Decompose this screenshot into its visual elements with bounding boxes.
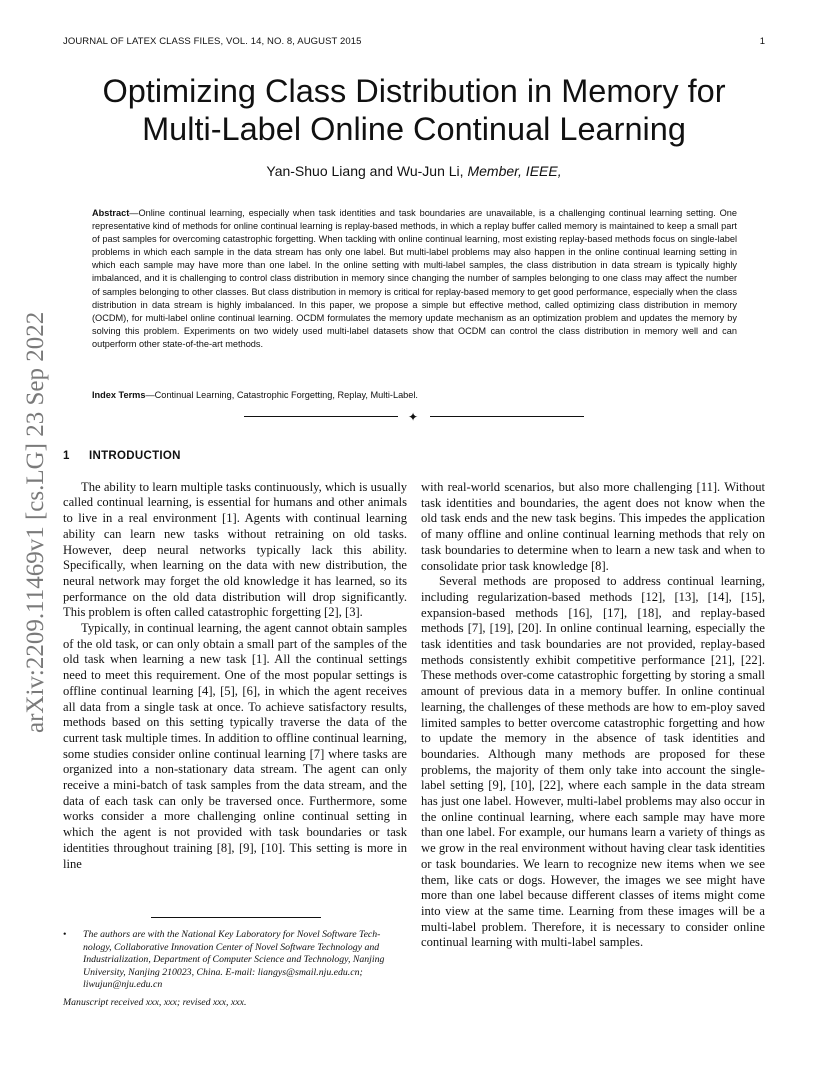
abstract xyxy=(92,207,737,351)
page-number: 1 xyxy=(759,36,765,47)
manuscript-note: Manuscript received xxx, xxx; revised xxx, xxx. xyxy=(63,997,247,1008)
authors xyxy=(60,163,768,179)
index-terms xyxy=(92,390,737,400)
footnote-text: The authors are with the National Key Laboratory for Novel Software Tech-nology, Collaborative Innovation Center of Novel Software Technology and Industrialization, Department of Computer Science and Technology, Nanjing University, Nanjing 210023, China. E-mail: liangys@smail.nju.edu.cn; liwujun@nju.edu.cn xyxy=(83,929,385,990)
arxiv-stamp xyxy=(22,283,50,761)
abstract-label: Abstract xyxy=(92,208,130,218)
footnote xyxy=(63,929,407,992)
section-heading xyxy=(63,449,407,465)
title-line-2: Multi-Label Online Continual Learning xyxy=(142,111,686,147)
title-line-1: Optimizing Class Distribution in Memory for xyxy=(102,73,726,109)
footnote-bullet-icon: • xyxy=(63,929,67,940)
paper-title xyxy=(60,72,768,148)
divider-line-right xyxy=(430,416,584,417)
paragraph: The ability to learn multiple tasks continuously, which is usually called continual learning, is essential for humans and other animals to live in a real environment [1]. Agents with continual learning ability can learn new tasks without retraining on old tasks. However, deep neural networks typically lack this ability. Specifically, when learning on the data with new distribution, the neural network may forget the old knowledge it has learned, so its performance on the old data distribution will drop significantly. This problem is often called catastrophic forgetting [2], [3]. xyxy=(63,479,407,620)
index-terms-label: Index Terms xyxy=(92,390,146,400)
author-affiliation: Member, IEEE, xyxy=(467,163,562,179)
paragraph: Several methods are proposed to address continual learning, including regularization-based methods [12], [13], [14], [15], expansion-based methods [16], [17], [18], and replay-based methods [7], [19], [20]. In online continual learning, especially the task identities and task boundaries are not provided, replay-based methods consistently exhibit competitive performance [21], [22]. These methods over-come catastrophic forgetting by storing a small amount of previous data in a memory buffer. In online continual learning, the challenges of these methods are how to em-ploy saved limited samples to better overcome catastrophic forgetting and how to update the memory in the absence of task identities and boundaries. Although many methods are proposed for these problems, the majority of them only take into account the single-label setting [9], [10], [22], where each sample in the data stream has just one label. However, multi-label problems may also occur in the online continual learning, where each sample may have more than one label. For example, our humans learn a variety of things as we grow in the real environment without having clear task identities or task boundaries. We learn to recognize new items when we see them, like cats or dogs. However, the images we see might have more than one label because different classes of items might come into view at the same time. Learning from these images will be a multi-label problem. Therefore, it is necessary to consider online continual learning with multi-label samples. xyxy=(421,574,765,950)
running-header xyxy=(63,36,765,50)
divider-diamond-icon: ✦ xyxy=(408,410,419,424)
paragraph: Typically, in continual learning, the agent cannot obtain samples of the old task, or can only obtain a small part of the samples of the old task when learning a new task [1]. All the continual settings need to meet this requirement. One of the most popular settings is offline continual learning [4], [5], [6], in which the agent receives all data from a single task at once. To achieve satisfactory results, methods based on this setting typically traverse the data of the current task multiple times. In addition to offline continual learning, some studies consider online continual learning [7] where tasks are organized into a non-stationary data stream. The agent can only receive a mini-batch of task samples from the data stream, and the data of each task can only be traversed once. Furthermore, some works consider a more challenging online continual setting in which the agent is not provided with task boundaries or task identities throughout training [8], [9], [10]. This setting is more in line xyxy=(63,621,407,871)
arxiv-id: arXiv:2209.11469v1 [cs.LG] 23 Sep 2022 xyxy=(22,311,49,733)
author-names: Yan-Shuo Liang and Wu-Jun Li, xyxy=(266,163,464,179)
paragraph: with real-world scenarios, but also more challenging [11]. Without task identities and boundaries, the agent does not know when the old task ends and the new task begins. This impedes the application of many offline and online continual learning methods that rely on task boundaries to determine when to learn a new task and when to consolidate prior task knowledge [8]. xyxy=(421,480,765,573)
section-divider xyxy=(244,410,584,424)
right-column xyxy=(421,480,765,951)
section-number: 1 xyxy=(63,450,70,462)
divider-line-left xyxy=(244,416,398,417)
journal-name: JOURNAL OF LATEX CLASS FILES, VOL. 14, NO. 8, AUGUST 2015 xyxy=(63,36,362,47)
abstract-text: —Online continual learning, especially when task identities and task boundaries are unavailable, is a challenging continual learning setting. One representative kind of methods for online continual learning is replay-based methods, in which a replay buffer called memory is maintained to keep a small part of past samples for overcoming catastrophic forgetting. When tackling with online continual learning, most existing replay-based methods focus on single-label problems in which each sample in the data stream has only one label. But multi-label problems may also happen in the online continual learning setting in which each sample may have more than one label. In the online setting with multi-label samples, the class distribution in data stream is typically highly imbalanced, and it is challenging to control class distribution in memory since changing the number of samples belonging to one class may affect the number of samples belonging to other classes. But class distribution in memory is critical for replay-based memory to get good performance, especially when the class distribution in data stream is highly imbalanced. In this paper, we propose a simple but effective method, called optimizing class distribution in memory (OCDM), for multi-label online continual learning. OCDM formulates the memory update mechanism as an optimization problem and updates the memory by solving this problem. Experiments on two widely used multi-label datasets show that OCDM can control the class distribution in memory well and can outperform other state-of-the-art methods. xyxy=(92,208,737,349)
footnote-rule xyxy=(151,917,321,918)
left-column xyxy=(63,449,407,872)
index-terms-text: —Continual Learning, Catastrophic Forgetting, Replay, Multi-Label. xyxy=(145,390,418,400)
section-title: INTRODUCTION xyxy=(89,450,181,462)
